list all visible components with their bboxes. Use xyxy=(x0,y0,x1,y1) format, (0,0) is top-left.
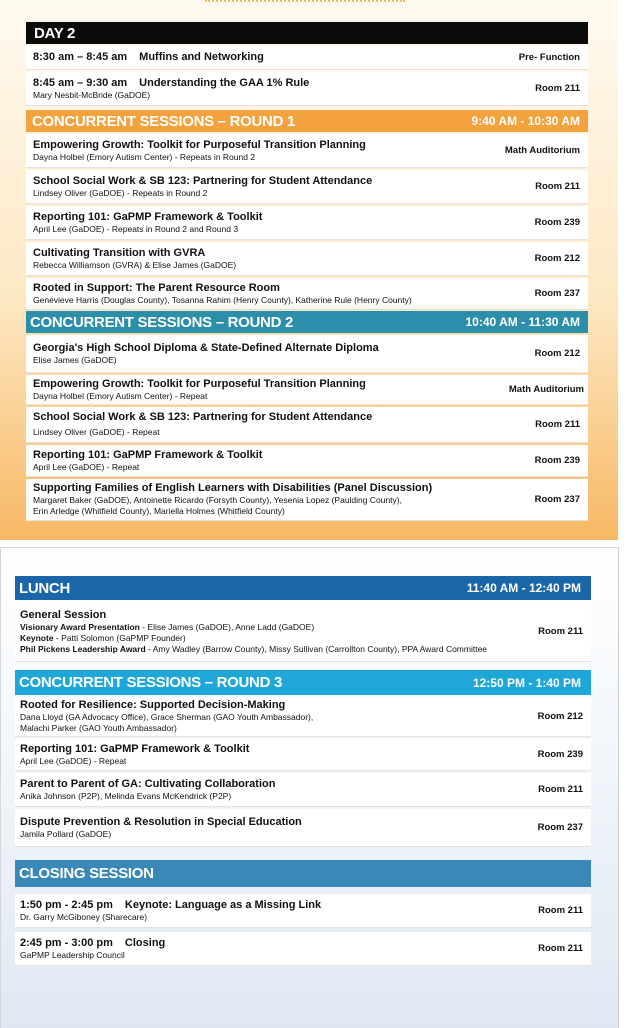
session-time: 2:45 pm - 3:00 pm xyxy=(20,936,113,949)
session-title: Rooted in Support: The Parent Resource Room xyxy=(33,281,280,294)
session-speaker: Mary Nesbit-McBride (GaDOE) xyxy=(33,89,151,100)
session-speaker: Genevieve Harris (Douglas County), Tosanna Rahim (Henry County), Katherine Rule (Henry County) xyxy=(33,294,412,305)
session-time: 1:50 pm - 2:45 pm xyxy=(20,898,113,911)
session-row xyxy=(26,170,588,204)
session-title: Muffins and Networking xyxy=(139,51,264,63)
session-row xyxy=(26,375,588,405)
keynote-speaker: - Patti Solomon (GaPMP Founder) xyxy=(53,632,186,643)
session-room: Room 212 xyxy=(534,348,580,359)
session-speaker: Dayna Holbel (Emory Autism Center) - Repeats in Round 2 xyxy=(33,151,256,162)
session-title: General Session xyxy=(20,608,107,621)
session-room: Room 211 xyxy=(535,83,580,94)
session-speaker: April Lee (GaDOE) - Repeat xyxy=(20,755,127,766)
session-title: Parent to Parent of GA: Cultivating Collaboration xyxy=(20,777,276,790)
session-room: Room 211 xyxy=(538,784,583,795)
session-speaker: April Lee (GaDOE) - Repeat xyxy=(33,461,140,472)
session-title: Reporting 101: GaPMP Framework & Toolkit xyxy=(33,210,263,223)
round1-title: CONCURRENT SESSIONS – ROUND 1 xyxy=(32,112,296,130)
session-room: Math Auditorium xyxy=(508,384,584,395)
page-margin xyxy=(618,0,638,540)
session-row xyxy=(26,479,588,521)
session-row xyxy=(15,773,591,807)
session-room: Pre- Function xyxy=(518,52,580,63)
session-title: Keynote: Language as a Missing Link xyxy=(124,898,322,911)
closing-title: CLOSING SESSION xyxy=(19,865,154,882)
session-room: Room 237 xyxy=(534,494,580,505)
session-row xyxy=(26,46,588,70)
session-time: 8:30 am – 8:45 am xyxy=(33,51,128,63)
session-row xyxy=(15,739,591,771)
session-speaker: Dr. Garry McGiboney (Sharecare) xyxy=(20,911,148,922)
session-room: Room 211 xyxy=(538,943,583,954)
round3-time: 12:50 PM - 1:40 PM xyxy=(472,675,581,690)
page-margin xyxy=(618,547,638,1028)
session-row xyxy=(15,932,591,966)
session-row xyxy=(26,206,588,240)
session-title: Reporting 101: GaPMP Framework & Toolkit xyxy=(20,742,250,755)
session-speaker: GaPMP Leadership Council xyxy=(20,949,125,960)
session-title: Closing xyxy=(124,936,166,949)
session-title: Supporting Families of English Learners with Disabilities (Panel Discussion) xyxy=(33,482,433,494)
session-title: Georgia's High School Diploma & State-Defined Alternate Diploma xyxy=(33,341,379,354)
session-title: Reporting 101: GaPMP Framework & Toolkit xyxy=(33,448,263,461)
session-speaker: Lindsey Oliver (GaDOE) - Repeat xyxy=(33,427,160,437)
session-speaker: Margaret Baker (GaDOE), Antoinette Ricardo (Forsyth County), Yesenia Lopez (Paulding County), xyxy=(33,495,402,505)
session-room: Room 239 xyxy=(537,749,583,760)
session-speaker: Elise James (GaDOE) xyxy=(33,354,117,365)
session-row xyxy=(26,278,588,310)
award-recipients: - Amy Wadley (Barrow County), Missy Sullivan (Carrollton County), PPA Award Committee xyxy=(145,643,488,654)
session-room: Room 212 xyxy=(534,253,580,264)
session-row xyxy=(26,445,588,477)
session-title: Empowering Growth: Toolkit for Purposeful Transition Planning xyxy=(33,377,366,390)
session-row xyxy=(15,809,591,847)
session-title: Cultivating Transition with GVRA xyxy=(33,246,206,259)
session-speaker: Erin Arledge (Whitfield County), Mariella Holmes (Whitfield County) xyxy=(33,506,285,516)
day-header xyxy=(26,22,588,44)
round3-title: CONCURRENT SESSIONS – ROUND 3 xyxy=(19,674,283,691)
round2-header xyxy=(26,311,588,333)
award-label: Visionary Award Presentation xyxy=(20,621,140,632)
session-row xyxy=(15,697,591,737)
session-title: Dispute Prevention & Resolution in Special Education xyxy=(20,815,302,828)
session-title: Understanding the GAA 1% Rule xyxy=(139,76,310,89)
closing-header xyxy=(15,860,591,887)
award-label: Phil Pickens Leadership Award xyxy=(20,643,146,654)
session-row xyxy=(26,72,588,106)
session-title: School Social Work & SB 123: Partnering for Student Attendance xyxy=(33,411,373,423)
round3-header xyxy=(15,670,591,695)
session-speaker: Dayna Holbel (Emory Autism Center) - Repeat xyxy=(33,390,208,401)
session-row xyxy=(26,134,588,168)
session-title: Empowering Growth: Toolkit for Purposeful Transition Planning xyxy=(33,138,366,151)
session-time: 8:45 am – 9:30 am xyxy=(33,76,128,89)
round2-title: CONCURRENT SESSIONS – ROUND 2 xyxy=(30,313,294,331)
session-speaker: April Lee (GaDOE) - Repeats in Round 2 and Round 3 xyxy=(33,223,239,234)
session-row xyxy=(26,242,588,276)
session-row xyxy=(26,335,588,373)
round1-time: 9:40 AM - 10:30 AM xyxy=(471,114,580,128)
session-room: Room 211 xyxy=(538,626,583,637)
session-speaker: Jamila Pollard (GaDOE) xyxy=(20,828,112,839)
session-room: Room 239 xyxy=(534,217,580,228)
session-speaker: Lindsey Oliver (GaDOE) - Repeats in Round 2 xyxy=(33,187,208,198)
session-row xyxy=(26,407,588,443)
session-room: Room 211 xyxy=(535,419,580,430)
lunch-header xyxy=(15,576,591,600)
session-row xyxy=(15,894,591,928)
session-room: Room 212 xyxy=(537,711,583,722)
session-row xyxy=(15,602,591,662)
session-room: Math Auditorium xyxy=(504,145,580,156)
session-speaker: Dana Lloyd (GA Advocacy Office), Grace Sherman (GAO Youth Ambassador), xyxy=(20,712,314,722)
session-speaker: Malachi Parker (GAO Youth Ambassador) xyxy=(20,723,177,733)
award-presenters: - Elise James (GaDOE), Anne Ladd (GaDOE) xyxy=(139,621,315,632)
session-title: Rooted for Resilience: Supported Decision-Making xyxy=(20,699,286,711)
lunch-time: 11:40 AM - 12:40 PM xyxy=(466,581,581,595)
top-dotted-divider xyxy=(205,0,405,2)
session-speaker: Anika Johnson (P2P), Melinda Evans McKendrick (P2P) xyxy=(20,790,232,801)
round1-header xyxy=(26,110,588,132)
session-room: Room 211 xyxy=(535,181,580,192)
session-room: Room 237 xyxy=(537,822,583,833)
session-room: Room 237 xyxy=(534,288,580,299)
round2-time: 10:40 AM - 11:30 AM xyxy=(465,315,580,329)
session-speaker: Rebecca Williamson (GVRA) & Elise James (GaDOE) xyxy=(33,259,237,270)
keynote-label: Keynote xyxy=(20,632,54,643)
session-title: School Social Work & SB 123: Partnering for Student Attendance xyxy=(33,174,373,187)
lunch-title: LUNCH xyxy=(19,579,70,597)
session-room: Room 211 xyxy=(538,905,583,916)
day-title: DAY 2 xyxy=(34,24,76,42)
session-room: Room 239 xyxy=(534,455,580,466)
